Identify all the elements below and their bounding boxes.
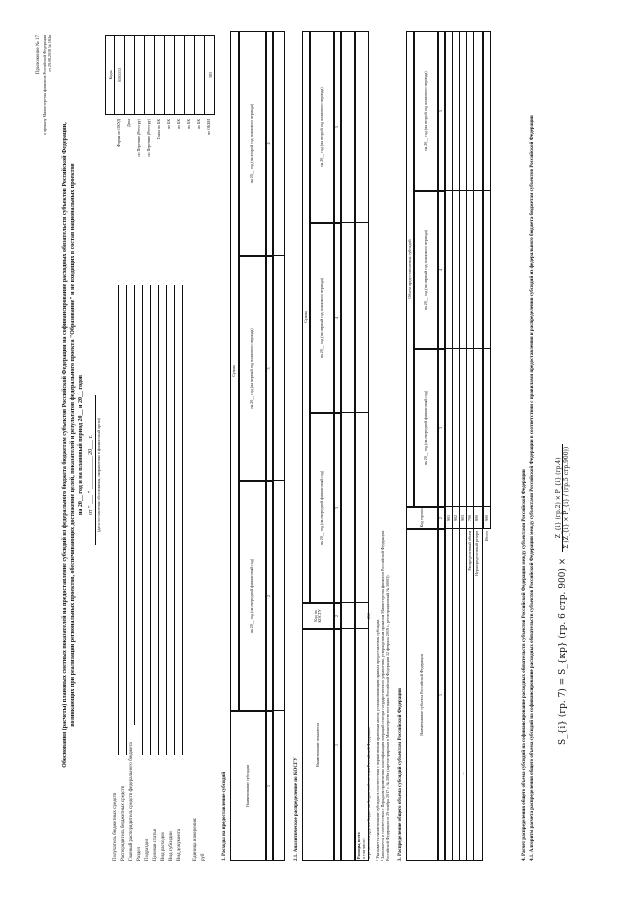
s2-recipients-code: 251	[366, 613, 371, 619]
date-caption: (дата составления обоснования, направления в финансовый орган)	[96, 418, 101, 532]
s3-col-code: Код строки	[406, 507, 438, 529]
s1-col-year-2: на 20__ год (на второй год планового периода)	[239, 31, 266, 256]
s3-col-volume: Объем предоставляемых субсидий	[406, 31, 414, 507]
code-label-list-2: по Перечню (Реестру)	[146, 119, 151, 157]
doc-date-line: от " ___ " ___________ 20___ г.	[88, 435, 94, 515]
section-1-title: 1. Расходы на предоставление субсидий	[222, 771, 227, 861]
field-target-item: Целевая статья	[153, 829, 158, 861]
s1-col-year-1: на 20__ год (на первый год планового периода)	[239, 256, 266, 481]
s2-col-year-1: на 20__ год (на первый год планового периода)	[310, 223, 334, 413]
code-label-okud: Форма по ОКУД	[116, 119, 121, 148]
section-4-title: 4. Расчет распределения общего объема субсидий на софинансирование расходных обязательств субъектов Российской Федерации между субъектами Российской Федерации	[522, 469, 527, 861]
footnote-1: ¹ Указывается наименование субсидии в соответствии с нормативным правовым актом, устанавливающим правила предоставления субсидии.	[375, 618, 380, 861]
s3-col-year-1: на 20__ год (на первый год планового периода)	[414, 191, 438, 349]
s3-code-903: 903	[460, 515, 465, 521]
code-label-bk-1: Глава по БК	[156, 119, 161, 140]
s1-data-row	[273, 31, 285, 861]
doc-title-line-2: возникающих при реализации региональных проектов, обеспечивающих достижение целей, показателей и результатов федерального проекта "Образование" и не входящих в состав национальных проектов	[70, 163, 76, 727]
field-manager: Распорядитель бюджетных средств	[121, 785, 126, 861]
s2-col-sum: Сумма	[302, 31, 310, 603]
s3-code-901: 901	[446, 515, 451, 521]
s3-reserve-label: Нераспределенный резерв	[474, 531, 479, 576]
s3-num-3: 3	[438, 349, 445, 507]
formula-numerator: Z_{i} (гр.2) × P_{i} (гр.4)	[555, 444, 563, 552]
s3-distributed-code: 700	[467, 515, 472, 521]
s3-num-2: 2	[438, 507, 445, 529]
code-okei: 383	[208, 72, 213, 78]
s2-col-code: Код по КОСГУ	[302, 603, 334, 629]
s1-col-name: Наименование субсидии	[230, 711, 266, 861]
field-units-value: руб	[201, 853, 206, 861]
s2-total-label: Расходы, всего	[356, 832, 361, 859]
codes-header: Коды	[106, 36, 115, 114]
field-subsection: Подраздел	[145, 838, 150, 861]
s3-num-1: 1	[438, 529, 445, 861]
footnote-3: Российской Федерации от 29 ноября 2017 г. № 209н (зарегистрирован в Министерстве юстиции Российской Федерации 12 февраля 2018 г., регистрационный № 50003).	[385, 574, 390, 861]
s2-data-row	[341, 31, 355, 861]
code-label-bk-2: по БК	[166, 119, 171, 130]
s3-num-5: 5	[438, 31, 445, 191]
s2-col-name: Наименование показателя	[302, 629, 334, 861]
field-type: Вид субсидии	[169, 831, 174, 861]
formula-lhs: S_{i} (гр. 7) = S_{кр} (гр. 6 стр. 900) ×	[558, 557, 568, 745]
section-4-1-title: 4.1. Алгоритм расчета распределения общего объема субсидий на софинансирование расходных обязательств субъектов Российской Федерации между субъектами Российской Федерации в соответствии с правилами предоставления и распределения субсидий из федерального бюджета бюджетам субъектов Российской Федерации	[530, 115, 535, 861]
s2-num-1: 1	[334, 629, 341, 861]
s1-num-1: 1	[266, 711, 273, 861]
s3-reserve-code: 800	[474, 515, 479, 521]
footnote-2: ² Заполняется в соответствии с Порядком применения классификации операций сектора государственного управления, утвержденным приказом Министерства финансов Российской Федерации.	[380, 530, 385, 861]
s3-col-year-2: на 20__ год (на второй год планового периода)	[414, 31, 438, 191]
s3-col-name: Наименование субъекта Российской Федерации	[406, 529, 438, 861]
field-recipient: Получатель бюджетных средств	[113, 792, 118, 861]
section-3-title: 3. Распределение общего объема субсидий субъектам Российской Федерации	[398, 688, 403, 861]
section-2-title: 2.1. Аналитическое распределение по КОСГУ	[294, 757, 299, 861]
appendix-line-2: от 29.08.2018 № 184н	[47, 35, 52, 72]
appendix-number: Приложение № 17	[36, 35, 41, 75]
doc-title-line-1: Обоснования (расчеты) плановых сметных показателей на предоставление субсидий из федерального бюджета бюджетам субъектов Российской Федерации на софинансирование расходных обязательств субъектов Российской Федерации,	[62, 122, 68, 768]
field-document-type: Вид документа	[177, 828, 182, 861]
s2-col-year-2: на 20__ год (на второй год планового периода)	[310, 31, 334, 223]
code-label-bk-5: по БК	[196, 119, 201, 130]
field-expense-type: Вид расходов	[161, 832, 166, 861]
s3-col-year-0: на 20__ год (на очередной финансовый год)	[414, 349, 438, 507]
s3-code-902: 902	[453, 515, 458, 521]
doc-title-line-3: на 20__ год и на плановый период 20__ и 20__ годов	[78, 374, 84, 516]
code-label-list-1: по Перечню (Реестру)	[136, 119, 141, 157]
s3-num-4: 4	[438, 191, 445, 349]
s2-num-5: 5	[334, 31, 341, 223]
s3-row-ellipsis: ...	[460, 772, 465, 775]
s3-distributed-label: Распределенный объем	[467, 531, 472, 571]
formula-main	[555, 444, 570, 745]
s1-num-2: 2	[266, 481, 273, 711]
s2-num-2: 2	[334, 603, 341, 629]
code-label-date: Дата	[126, 119, 131, 127]
code-label-okei: по ОКЕИ	[206, 119, 211, 136]
s2-num-4: 4	[334, 223, 341, 413]
appendix-line-1: к приказу Министерства финансов Российской Федерации	[42, 35, 47, 135]
code-label-bk-3: по БК	[176, 119, 181, 130]
field-units: Единица измерения:	[193, 817, 198, 861]
field-main-manager: Главный распорядитель средств федерального бюджета	[129, 742, 134, 861]
code-okud: 0505513	[115, 36, 125, 114]
s1-col-year-0: на 20__ год (на очередной финансовый год)	[239, 481, 266, 711]
s2-col-year-0: на 20__ год (на очередной финансовый год)	[310, 413, 334, 603]
s1-num-4: 4	[266, 31, 273, 256]
s2-recipients-label: перечисления другим бюджетам бюджетной системы Российской Федерации	[366, 727, 371, 859]
s2-num-3: 3	[334, 413, 341, 603]
codes-box	[105, 35, 215, 115]
s1-num-3: 3	[266, 256, 273, 481]
s3-total-label: Итого	[484, 531, 489, 542]
s2-total-including: в том числе:	[361, 838, 366, 859]
s1-col-sum: Сумма	[230, 31, 239, 711]
formula-denominator: Σ (Z_{i} × P_{i} / (гр.5 стр.900))	[563, 446, 570, 549]
s3-total-code: 900	[484, 515, 489, 521]
field-section: Раздел	[137, 846, 142, 861]
code-label-bk-4: по БК	[186, 119, 191, 130]
